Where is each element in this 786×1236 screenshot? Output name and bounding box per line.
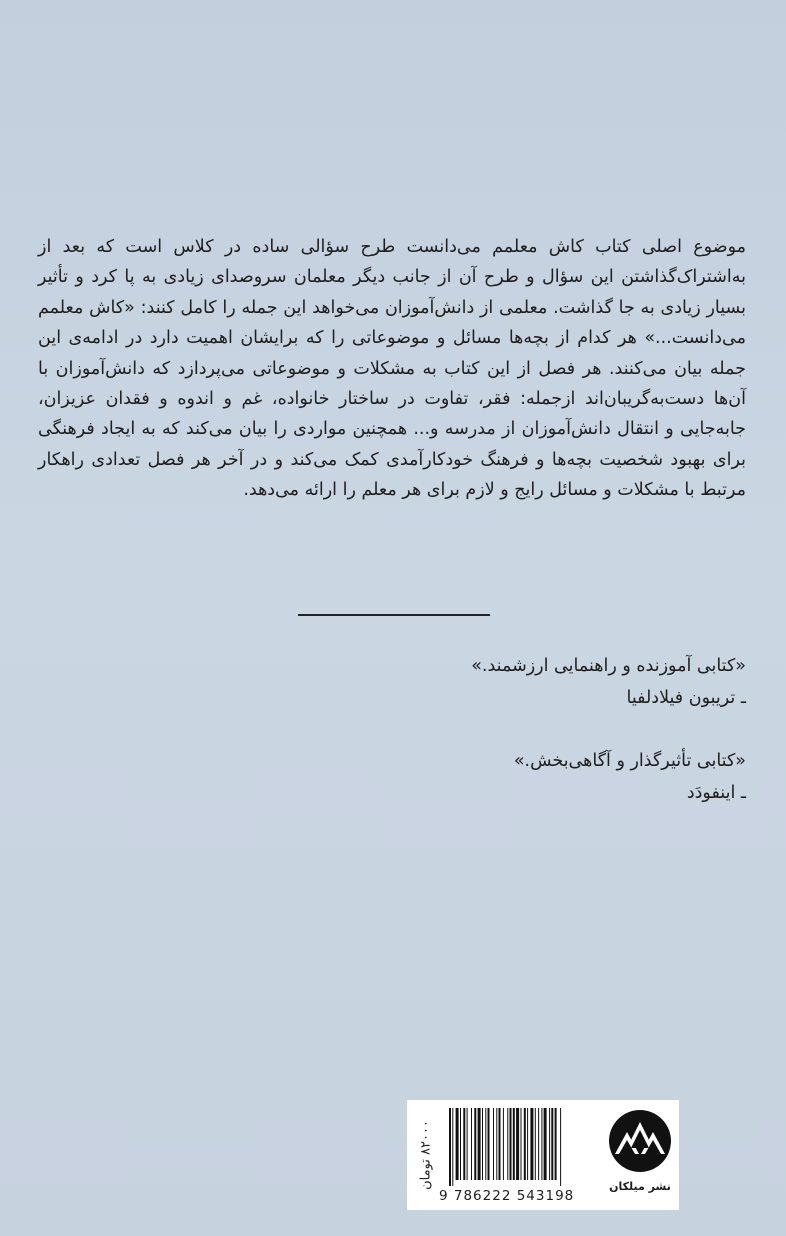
review-quote-text: «کتابی تأثیرگذار و آگاهی‌بخش.» [513,751,746,771]
barcode-bar [538,1108,539,1180]
barcode-bar [485,1108,486,1180]
barcode-bar [524,1108,526,1180]
barcode-panel [407,1100,679,1210]
isbn-barcode-icon [447,1108,599,1186]
barcode-bar [530,1108,533,1180]
barcode-bar [467,1108,468,1180]
barcode-bar [503,1108,504,1180]
review-quote-text: «کتابی آموزنده و راهنمایی ارزشمند.» [471,656,746,676]
review-quote-source: ـ اینفودَد [686,783,746,803]
barcode-bar [463,1108,465,1180]
mountains-logo-icon [607,1108,673,1174]
barcode-bar [493,1108,494,1180]
barcode-bar [549,1108,550,1180]
barcode-bar [527,1108,528,1180]
isbn-number: 9 786222 543198 [439,1188,575,1204]
barcode-bar [560,1108,561,1186]
barcode-bar [496,1108,497,1180]
barcode-bar [521,1108,522,1180]
barcode-bar [482,1108,483,1180]
divider-line [298,614,490,616]
barcode-bar [499,1108,501,1180]
barcode-bar [535,1108,536,1180]
book-description: موضوع اصلی کتاب کاش معلمم می‌دانست طرح سؤالی ساده در کلاس است که بعد از به‌اشتراک‌گذاشتن این سؤال و طرح آن از جانب دیگر معلمان سروصدای زیادی به پا کرد و تأثیر بسیار زیادی به جا گذاشت. معلمی از دانش‌آموزان می‌خواهد این جمله را کامل کنند: «کاش معلمم می‌دانست...» هر کدام از بچه‌ها مسائل و موضوعاتی را که برایشان اهمیت دارد در ادامه‌ی این جمله بیان می‌کنند. هر فصل از این کتاب به مشکلات و موضوعاتی می‌پردازد که دانش‌آموزان با آن‌ها دست‌به‌گریبان‌اند ازجمله: فقر، تفاوت در ساختار خانواده، غم و اندوه و فقدان عزیزان، جابه‌جایی و انتقال دانش‌آموزان از مدرسه و... همچنین مواردی را بیان می‌کند که به ایجاد فرهنگی برای بهبود شخصیت بچه‌ها و فرهنگ خودکارآمدی کمک می‌کند و در آخر هر فصل تعدادی راهکار مرتبط با مشکلات و مسائل رایج و لازم برای هر معلم را ارائه می‌دهد. [38,237,746,501]
barcode-bar [474,1108,476,1180]
barcode-bar [507,1108,508,1180]
barcode-bar [551,1108,553,1180]
barcode-bar [456,1108,459,1180]
barcode-bar [513,1108,515,1180]
barcode-bar [449,1108,451,1186]
barcode-bar [488,1108,490,1180]
barcode-bar [555,1108,557,1180]
review-quote-2 [246,745,746,809]
barcode-bar [452,1108,453,1186]
barcode-bar [510,1108,512,1180]
publisher-name: نشر میلکان [609,1180,671,1193]
barcode-bar [544,1108,547,1180]
barcode-bar [478,1108,481,1180]
barcode-bar [516,1108,519,1180]
review-quote-1 [246,650,746,714]
barcode-bar [471,1108,472,1180]
review-quote-source: ـ تریبون فیلادلفیا [626,688,746,708]
price-text: ۸۲۰۰۰ تومان [418,1120,434,1190]
barcode-bar [541,1108,542,1180]
barcode-bar [460,1108,461,1180]
